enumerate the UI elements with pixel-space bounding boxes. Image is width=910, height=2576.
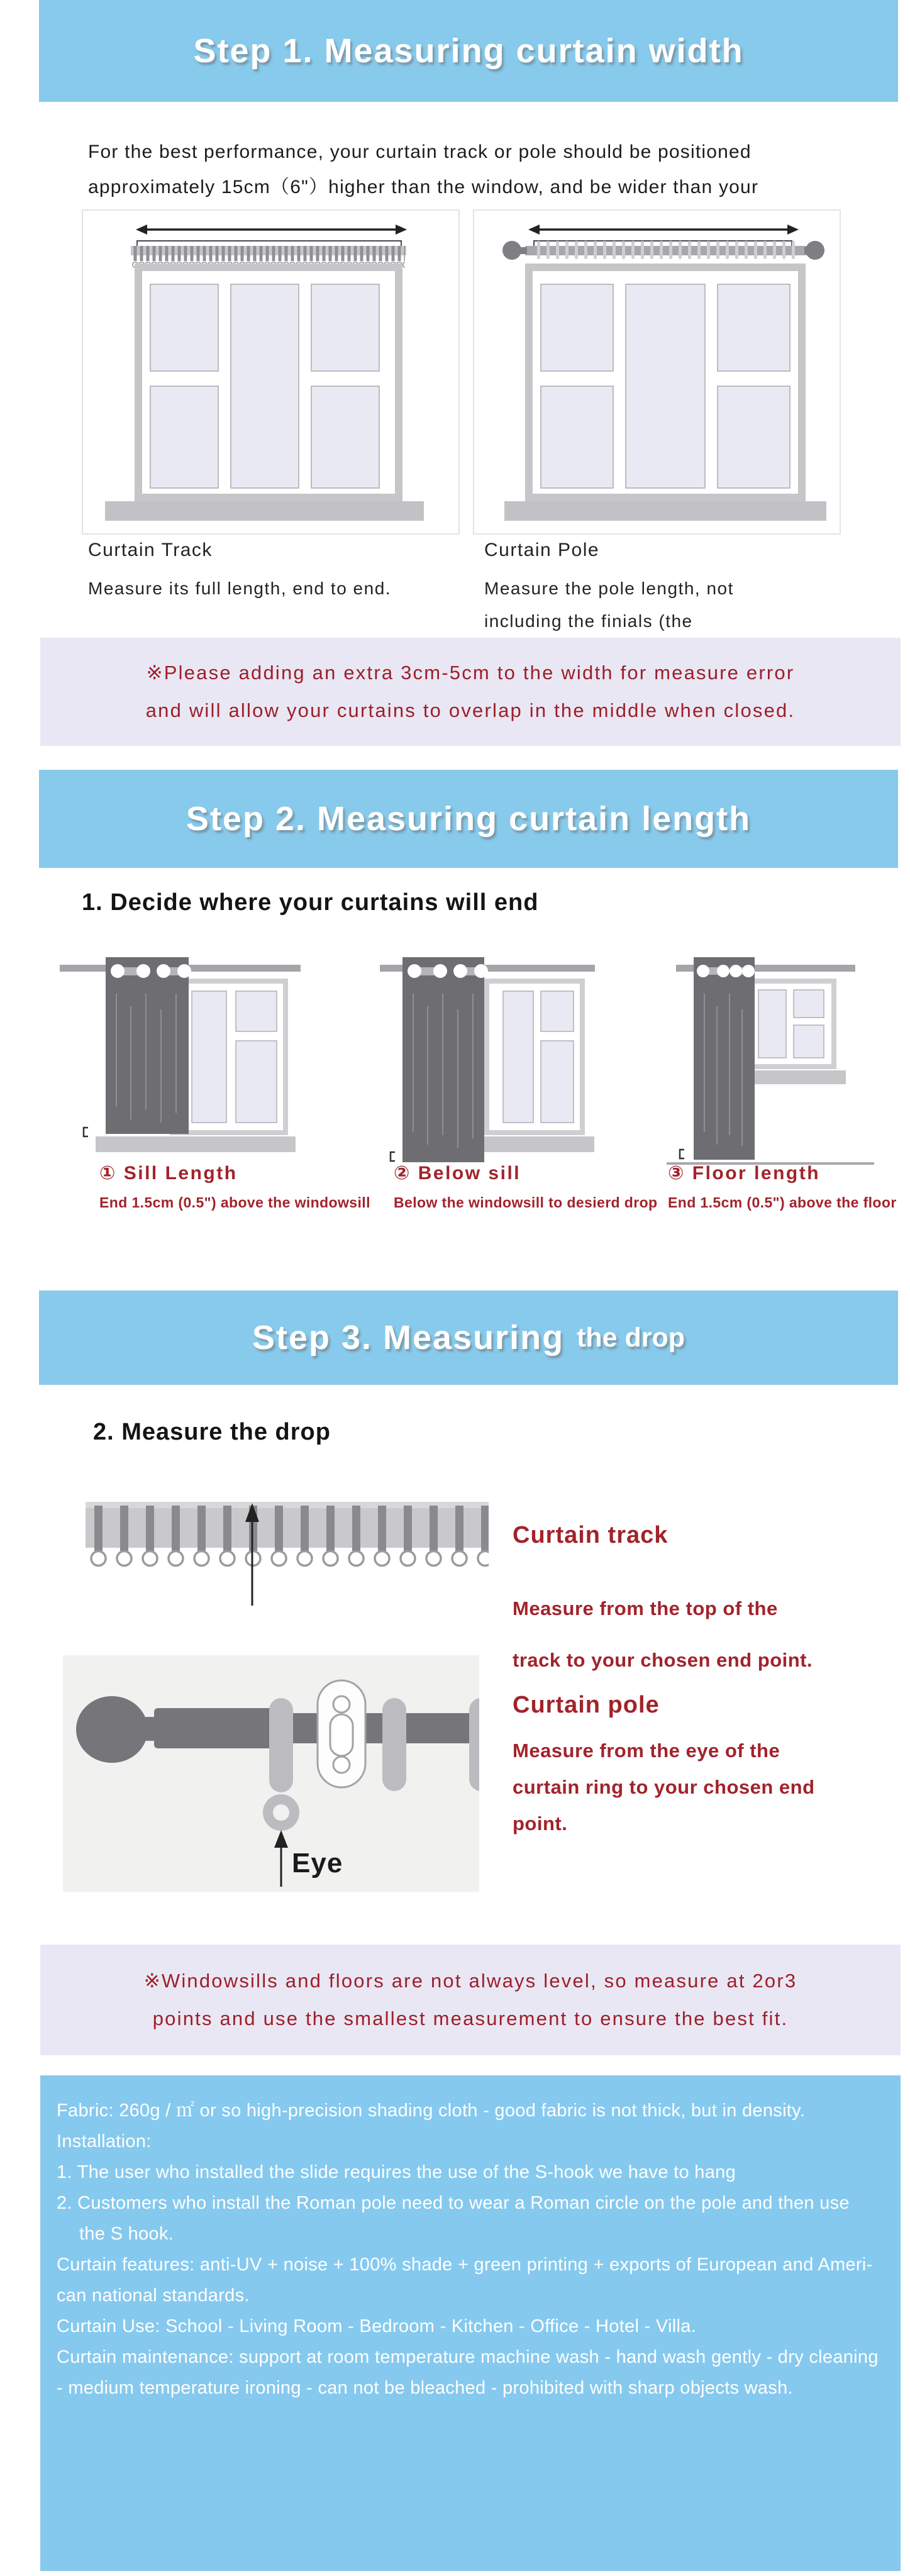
pole-endcap — [154, 1708, 287, 1748]
pole-rings — [534, 241, 798, 259]
curtain-pole-window-panel — [473, 209, 841, 535]
curtain-pole-window-illustration — [474, 211, 837, 531]
curtain-pole-caption-title: Curtain Pole — [484, 540, 600, 560]
step2-heading: 1. Decide where your curtains will end — [82, 889, 539, 916]
info-installation: Installation: — [57, 2131, 152, 2151]
curtain-track-desc1: Measure from the top of the — [513, 1597, 778, 1619]
pane-middle — [626, 284, 705, 488]
info-use: Curtain Use: School - Living Room - Bedroom - Kitchen - Office - Hotel - Villa. — [57, 2316, 697, 2336]
curtain-track-caption-title: Curtain Track — [88, 540, 213, 560]
option2-title: Below sill — [418, 1163, 521, 1184]
level-note-line1: ※Windowsills and floors are not always level, so measure at 2or3 — [143, 1970, 797, 1992]
option1-number: ① — [99, 1163, 117, 1184]
finial-right — [806, 241, 824, 260]
step1-banner-title: Step 1. Measuring curtain width — [193, 32, 744, 70]
info-features-2: can national standards. — [57, 2285, 250, 2306]
info-fabric: Fabric: 260g / ㎡ or so high-precision shading cloth - good fabric is not thick, but in density. — [57, 2101, 806, 2121]
below-sill-diagram — [380, 957, 595, 1162]
curtain-pole-desc1: Measure from the eye of the — [513, 1740, 780, 1762]
step2-banner — [39, 770, 898, 868]
pane-left-bottom — [541, 386, 613, 488]
curtain-track-desc2: track to your chosen end point. — [513, 1649, 813, 1671]
width-measure-note — [40, 638, 901, 746]
curtain-pole-eye-illustration — [63, 1655, 479, 1892]
info-maintenance-2: - medium temperature ironing - can not be bleached - prohibited with sharp objects wash. — [57, 2378, 793, 2398]
step1-intro-text — [88, 135, 758, 205]
curtain-pole-desc3: point. — [513, 1813, 568, 1835]
pane-middle — [231, 284, 299, 488]
pane-right-top — [718, 284, 790, 371]
bracket-screw-top — [333, 1696, 350, 1713]
intro-line-2: approximately 15cm（6"）higher than the window, and be wider than your — [88, 177, 759, 197]
option2-number: ② — [394, 1163, 411, 1184]
width-note-line2: and will allow your curtains to overlap in the middle when closed. — [145, 699, 796, 721]
pane-left-top — [150, 284, 218, 371]
option-floor-length-caption — [668, 1162, 897, 1211]
windowsill — [105, 501, 424, 521]
info-features: Curtain features: anti-UV + noise + 100% shade + green printing + exports of European and Ameri- — [57, 2255, 873, 2275]
pane-left-top — [541, 284, 613, 371]
curtain-ring — [469, 1698, 479, 1791]
finial-left — [502, 241, 521, 260]
intro-line-1: For the best performance, your curtain track or pole should be positioned — [88, 142, 752, 162]
curtain-track-window-panel — [82, 209, 460, 535]
level-note-line2: points and use the smallest measurement to ensure the best fit. — [152, 2007, 789, 2029]
pane-right-top — [311, 284, 379, 371]
step3-banner-title: Step 3. Measuring — [252, 1319, 565, 1357]
info-install-2: 2. Customers who install the Roman pole need to wear a Roman circle on the pole and then use — [57, 2193, 850, 2213]
curtain-ring — [382, 1698, 406, 1791]
curtain-pole-caption — [484, 540, 734, 638]
eye-label: Eye — [292, 1848, 343, 1879]
floor-length-diagram — [667, 957, 874, 1165]
pane-left-bottom — [150, 386, 218, 488]
curtain-track-caption-desc: Measure its full length, end to end. — [88, 579, 392, 598]
option2-desc: Below the windowsill to desierd drop — [394, 1194, 658, 1211]
curtain-pole-desc2: curtain ring to your chosen end — [513, 1776, 815, 1798]
width-arrow-right-head — [787, 225, 799, 235]
step3-banner — [39, 1291, 898, 1385]
option3-title: Floor length — [692, 1163, 821, 1184]
finial-ball — [76, 1696, 148, 1763]
option-sill-length-caption — [99, 1162, 370, 1211]
width-arrow-right-head — [396, 225, 407, 235]
level-measure-note — [40, 1945, 901, 2055]
product-info-section — [40, 2075, 901, 2571]
step3-heading: 2. Measure the drop — [93, 1419, 331, 1445]
option3-desc: End 1.5cm (0.5") above the floor — [668, 1194, 897, 1211]
pane-right-bottom — [718, 386, 790, 488]
curtain-track-drop-illustration — [86, 1502, 489, 1609]
curtain-pole-caption-desc2: including the finials (the — [484, 611, 693, 631]
curtain-pole-caption-desc1: Measure the pole length, not — [484, 579, 734, 598]
option1-desc: End 1.5cm (0.5") above the windowsill — [99, 1194, 370, 1211]
width-arrow-left-head — [136, 225, 147, 235]
curtain-track-caption — [88, 540, 391, 605]
curtain-track-window-illustration — [83, 211, 456, 531]
pole-bar — [283, 1713, 479, 1743]
option3-number: ③ — [668, 1163, 685, 1184]
info-install-1: 1. The user who installed the slide requires the use of the S-hook we have to hang — [57, 2162, 736, 2182]
option1-title: Sill Length — [123, 1163, 238, 1184]
width-arrow-left-head — [528, 225, 540, 235]
info-maintenance: Curtain maintenance: support at room temperature machine wash - hand wash gently - dry cleaning — [57, 2347, 879, 2367]
track-hooks — [86, 1506, 489, 1568]
windowsill — [504, 501, 826, 521]
step1-banner — [39, 0, 898, 102]
option-below-sill-caption — [394, 1162, 657, 1211]
bracket-screw-bottom — [333, 1757, 350, 1773]
step3-banner-subtitle: the drop — [577, 1322, 685, 1353]
width-note-line1: ※Please adding an extra 3cm-5cm to the width for measure error — [146, 662, 795, 684]
bracket-slot — [330, 1714, 353, 1756]
curtain-pole-label: Curtain pole — [513, 1692, 660, 1718]
curtain-track-label: Curtain track — [513, 1522, 669, 1548]
pane-right-bottom — [311, 386, 379, 488]
curtain-ring — [269, 1698, 293, 1792]
step2-banner-title: Step 2. Measuring curtain length — [186, 800, 752, 838]
curtain-length-options-illustration — [38, 950, 910, 1170]
sill-length-diagram — [60, 957, 301, 1152]
info-install-2b: the S hook. — [79, 2224, 174, 2244]
